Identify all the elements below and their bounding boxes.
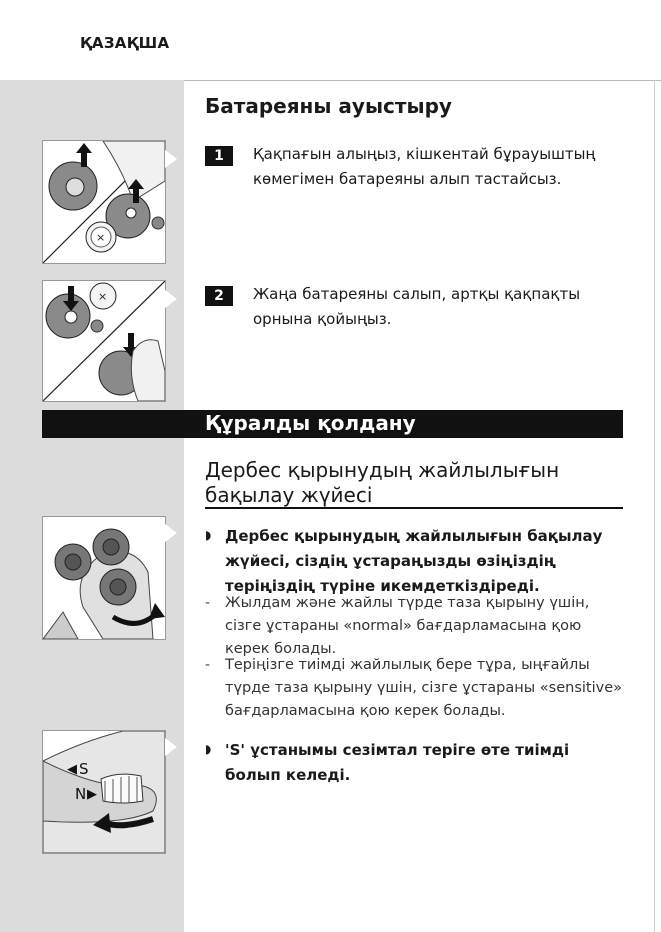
svg-text:×: × (96, 231, 106, 244)
step-1-number: 1 (205, 146, 233, 166)
illustration-pointer (165, 150, 177, 168)
step-1-text: Қақпағын алыңыз, кішкентай бұрауыштың көмегімен батареяны алып тастайсыз. (253, 145, 596, 188)
illustration-insert-battery (42, 280, 166, 402)
dash-marker: - (205, 657, 211, 673)
dial-n-label: N (75, 785, 87, 803)
illustration-shaver-dial (42, 516, 166, 640)
svg-text:◀: ◀ (67, 762, 77, 777)
subsection-title: Дербес қырынудың жайлылығын бақылау жүйесі (205, 458, 560, 507)
illustration-pointer (165, 738, 177, 756)
illustration-pointer (165, 524, 177, 542)
svg-text:×: × (98, 290, 108, 303)
illustration-setting-dial (42, 730, 166, 854)
bullet-text-1: Дербес қырынудың жайлылығын бақылау жүйесі, сіздің ұстараңызды өзіңіздің теріңіздің түріне икемдеткіздіреді. (225, 527, 603, 595)
step-2-text: Жаңа батареяны салып, артқы қақпақты орнына қойыңыз. (253, 285, 581, 328)
illustration-pointer (165, 290, 177, 308)
dash-text-sensitive: Теріңізге тиімді жайлылық бере тұра, ыңғайлы түрде таза қырыну үшін, сізге ұстараны «sensitive» бағдарламасына қою керек болады. (225, 657, 623, 719)
bullet-marker: ◗ (205, 528, 212, 542)
language-label: ҚАЗАҚША (80, 34, 170, 52)
section-title-battery: Батареяны ауыстыру (205, 94, 452, 118)
subsection-rule (205, 507, 623, 509)
dash-marker: - (205, 595, 211, 611)
section-title-usage: Құралды қолдану (205, 411, 416, 435)
top-rule (184, 80, 661, 81)
step-2-number: 2 (205, 286, 233, 306)
page-edge-line (654, 80, 655, 932)
dash-text-normal: Жылдам және жайлы түрде таза қырыну үшін, сізге ұстараны «normal» бағдарламасына қою керек болады. (225, 595, 590, 657)
illustration-remove-battery (42, 140, 166, 264)
bullet-marker: ◗ (205, 742, 212, 756)
bullet-text-2: 'S' ұстанымы сезімтал теріге өте тиімді болып келеді. (225, 741, 570, 784)
svg-text:▶: ▶ (87, 787, 97, 802)
dial-s-label: S (79, 760, 89, 778)
